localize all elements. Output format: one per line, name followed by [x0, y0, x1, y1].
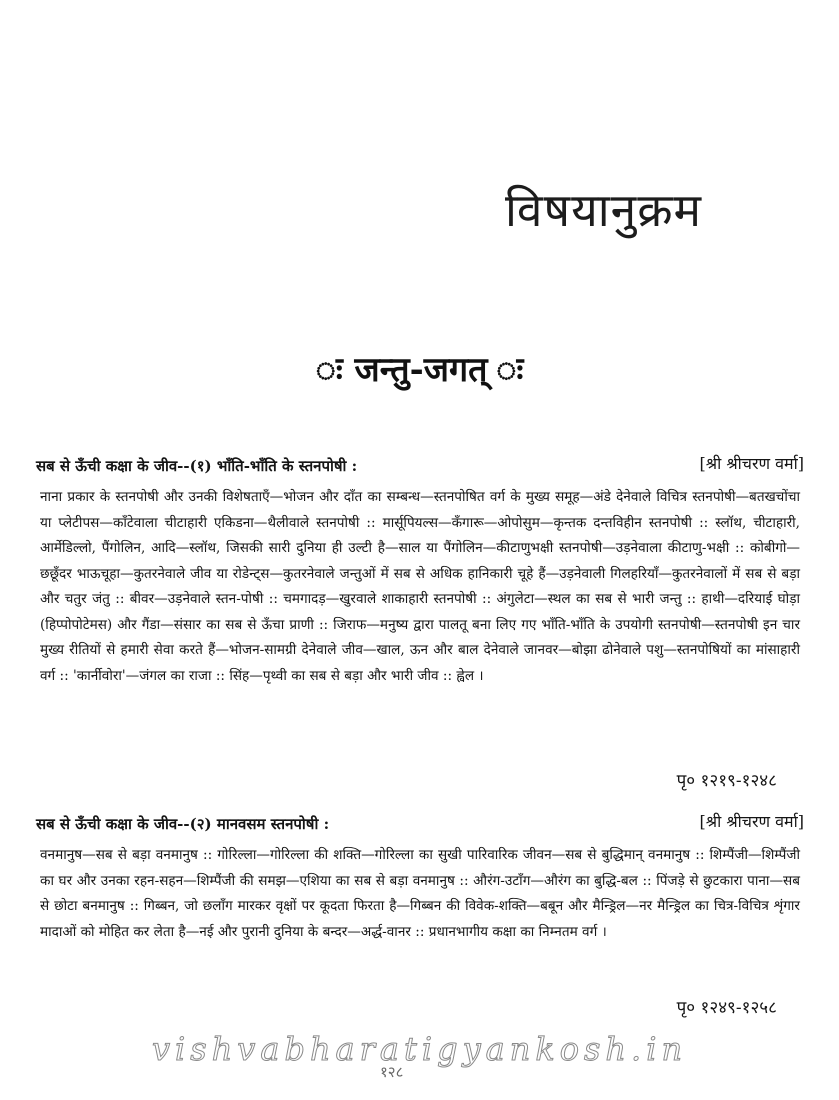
- page-number: १२८: [380, 1063, 404, 1081]
- chapter-header: [36, 452, 804, 480]
- chapter-summary: नाना प्रकार के स्तनपोषी और उनकी विशेषताएँ—भोजन और दाँत का सम्बन्ध—स्तनपोषित वर्ग के मुख्य समूह—अंडे देनेवाले विचित्र स्तनपोषी—बतखचोंचा या प्लेटीपस—काँटेवाला चीटाहारी एकिडना—थैलीवाले स्तनपोषी :: मार्सूपियल्स—कँगारू—ओपोसुम—कृन्तक दन्तविहीन स्तनपोषी :: स्लॉथ, चीटाहारी, आर्मेडिल्लो, पैंगोलिन, आदि—स्लॉथ, जिसकी सारी दुनिया ही उल्टी है—साल या पैंगोलिन—कीटाणुभक्षी स्तनपोषी—उड़नेवाला कीटाणु-भक्षी :: कोबीगो—छछूँदर भाऊचूहा—कुतरनेवाले जीव या रोडेन्ट्स—कुतरनेवाले जन्तुओं में सब से अधिक हानिकारी चूहे हैं—उड़नेवाली गिलहरियाँ—कुतरनेवालों में सब से बड़ा और चतुर जंतु :: बीवर—उड़नेवाले स्तन-पोषी :: चमगादड़—खुरवाले शाकाहारी स्तनपोषी :: अंगुलेटा—स्थल का सब से भारी जन्तु :: हाथी—दरियाई घोड़ा (हिप्पोपोटेमस) और गैंडा—संसार का सब से ऊँचा प्राणी :: जिराफ—मनुष्य द्वारा पालतू बना लिए गए भाँति-भाँति के उपयोगी स्तनपोषी—स्तनपोषी इन चार मुख्य रीतियों से हमारी सेवा करते हैं—भोजन-सामग्री देनेवाले जीव—खाल, ऊन और बाल देनेवाले जानवर—बोझा ढोनेवाले पशु—स्तनपोषियों का मांसाहारी वर्ग :: 'कार्नीवोरा'—जंगल का राजा :: सिंह—पृथ्वी का सब से बड़ा और भारी जीव :: ह्वेल ।: [40, 489, 801, 684]
- section-heading: ः जन्तु-जगत् ः: [315, 350, 524, 390]
- chapter-pages: पृ० १२४९-१२५८: [676, 998, 777, 1018]
- page-title: विषयानुक्रम: [505, 183, 703, 237]
- chapter-author: [श्री श्रीचरण वर्मा]: [699, 812, 804, 831]
- chapter-pages: पृ० १२१९-१२४८: [676, 771, 777, 791]
- chapter-title: सब से ऊँची कक्षा के जीव--(२) मानवसम स्तनपोषी :: [36, 815, 330, 833]
- chapter-header: [36, 810, 804, 838]
- chapter-summary: वनमानुष—सब से बड़ा वनमानुष :: गोरिल्ला—गोरिल्ला की शक्ति—गोरिल्ला का सुखी पारिवारिक जीवन—सब से बुद्धिमान् वनमानुष :: शिम्पैंजी—शिम्पैंजी का घर और उनका रहन-सहन—शिम्पैंजी की समझ—एशिया का सब से बड़ा वनमानुष :: औरंग-उटाँग—औरंग का बुद्धि-बल :: पिंजड़े से छुटकारा पाना—सब से छोटा बनमानुष :: गिब्बन, जो छलाँग मारकर वृक्षों पर कूदता फिरता है—गिब्बन की विवेक-शक्ति—बबून और मैन्ड्रिल—नर मैन्ड्रिल का चित्र-विचित्र शृंगार मादाओं को मोहित कर लेता है—नई और पुरानी दुनिया के बन्दर—अर्द्ध-वानर :: प्रधानभागीय कक्षा का निम्नतम वर्ग ।: [40, 847, 800, 940]
- chapter-title: सब से ऊँची कक्षा के जीव--(१) भाँति-भाँति के स्तनपोषी :: [36, 457, 358, 475]
- chapter-author: [श्री श्रीचरण वर्मा]: [699, 454, 804, 473]
- watermark: vishvabharatigyankosh.in: [151, 1030, 688, 1068]
